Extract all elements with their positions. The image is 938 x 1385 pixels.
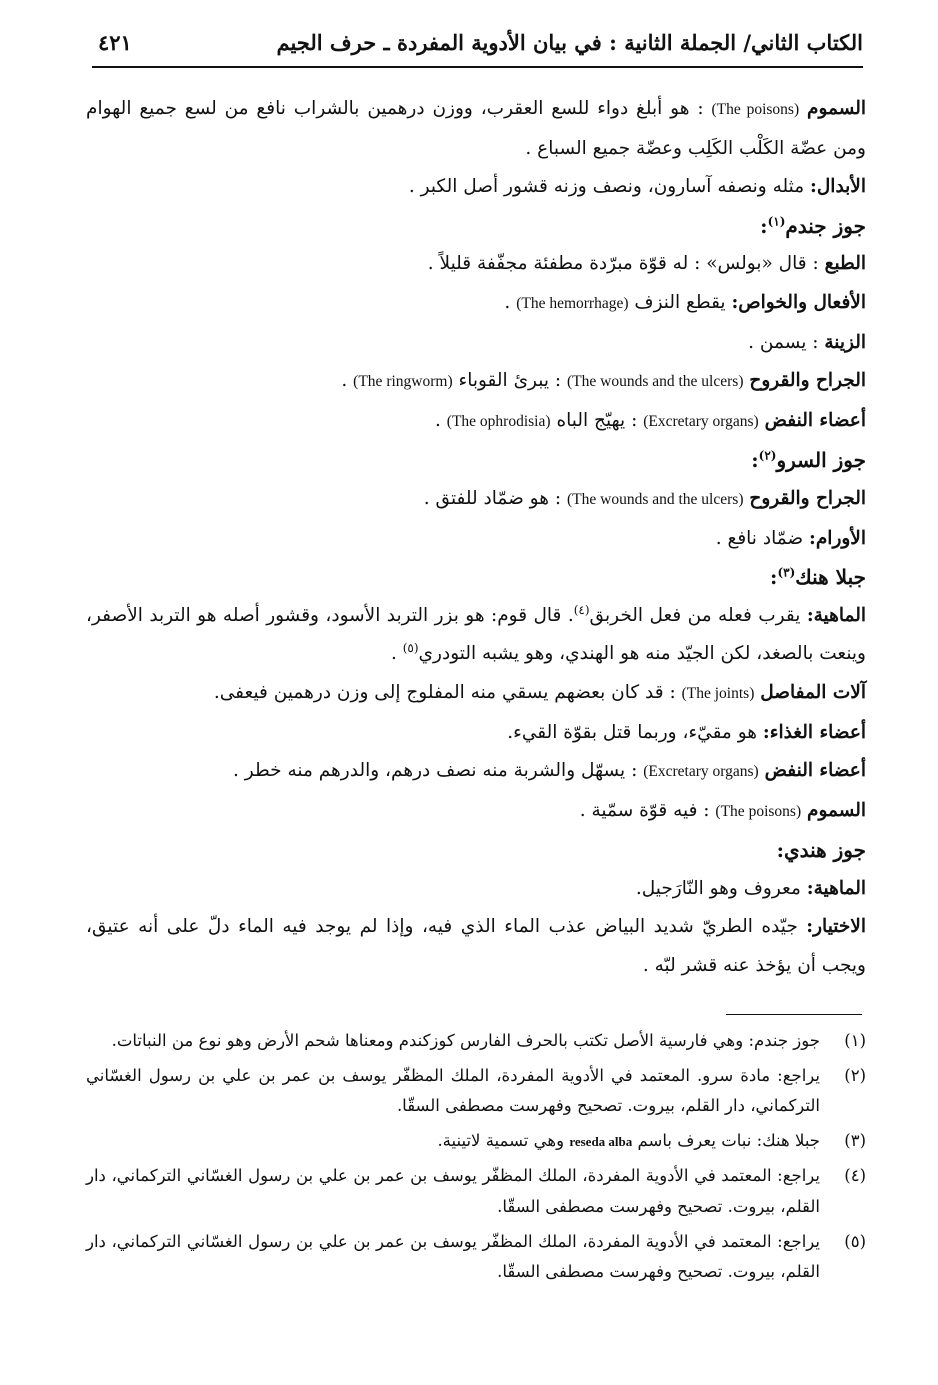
entry-text: : يبرئ القوباء — [458, 370, 562, 392]
entry-term: الجراح والقروح — [749, 487, 866, 509]
entry-term: أعضاء النفض — [764, 760, 866, 782]
entry-text: : يسمن . — [748, 331, 819, 353]
entry-text: : قد كان بعضهم يسقي منه المفلوج إلى وزن درهمين فيعفى. — [213, 681, 676, 703]
entry-text: مثله ونصفه آسارون، ونصف وزنه قشور أصل الكبر . — [408, 176, 805, 198]
footnote-text: يراجع: مادة سرو. المعتمد في الأدوية المفردة، الملك المظفّر يوسف بن عمر بن علي بن رسول الغسّاني التركماني، دار القلم، بيروت. تصحيح وفهرست مصطفى السقّا. — [86, 1065, 820, 1116]
entry-term: أعضاء الغذاء: — [762, 721, 866, 743]
english-gloss: (The wounds and the ulcers) — [567, 373, 744, 391]
page-number: ٤٢١ — [98, 30, 132, 55]
entry-nutrition-organs — [86, 714, 866, 753]
english-gloss: (The ophrodisia) — [446, 412, 551, 430]
entry-text: جيّده الطريّ شديد البياض عذب الماء الذي فيه، وإذا لم يوجد فيه الماء دلّ على أنه عتيق، ويجب أن يؤخذ عنه قشر لبّه . — [86, 916, 866, 977]
entry-actions-properties — [86, 284, 866, 324]
english-gloss: (The joints) — [681, 684, 755, 702]
entry-text: هو مقيّء، وربما قتل بقوّة القيء. — [507, 721, 758, 743]
latin-name: reseda alba — [569, 1133, 633, 1149]
footnotes — [86, 1026, 866, 1292]
english-gloss: (Excretary organs) — [643, 763, 759, 781]
footnote-number: (٥) — [844, 1231, 866, 1251]
entry-swellings — [86, 520, 866, 559]
english-gloss: (The poisons) — [711, 101, 800, 118]
footnote-ref[interactable]: (٤) — [573, 602, 590, 617]
footnote-number: (١) — [844, 1031, 866, 1050]
footnote-4 — [86, 1161, 866, 1222]
footnote-text: جوز جندم: وهي فارسية الأصل تكتب بالحرف الفارس كوزكندم ومعناها شحم الأرض وهو نوع من النباتات. — [111, 1031, 820, 1050]
footnote-text: يراجع: المعتمد في الأدوية المفردة، الملك المظفّر يوسف بن عمر بن علي بن رسول الغسّاني التركماني، دار القلم، بيروت. تصحيح وفهرست مصطفى السقّا. — [86, 1166, 820, 1216]
footnote-ref[interactable]: (٢) — [758, 448, 777, 463]
header-title: الكتاب الثاني/ الجملة الثانية : في بيان الأدوية المفردة ـ حرف الجيم — [276, 30, 863, 55]
running-header — [92, 26, 863, 68]
entry-poisons-2 — [86, 792, 866, 832]
entry-wounds-1 — [86, 362, 866, 402]
entry-text: : فيه قوّة سمّية . — [579, 799, 710, 821]
entry-term: الزينة — [824, 331, 866, 353]
entry-term: أعضاء النفض — [764, 409, 866, 431]
footnote-text: وهي تسمية لاتينية. — [437, 1130, 565, 1150]
english-gloss: (The wounds and the ulcers) — [567, 490, 744, 508]
entry-term: السموم — [807, 799, 866, 821]
entry-text: : قال «بولس» : له قوّة مبرّدة مطفئة مجفّفة قليلاً . — [427, 253, 819, 275]
heading-jawz-hindi — [86, 831, 866, 870]
heading-title: جبلا هنك — [795, 565, 866, 590]
footnote-separator — [726, 1014, 862, 1015]
entry-end: . — [341, 370, 348, 392]
entry-selection — [86, 908, 866, 985]
footnote-number: (٣) — [844, 1130, 866, 1150]
entry-term: الطبع — [824, 253, 866, 275]
entry-term: الماهية: — [806, 604, 867, 626]
entry-term: السموم — [806, 98, 866, 119]
main-text — [86, 90, 866, 986]
entry-adornment — [86, 324, 866, 363]
footnote-text: يراجع: المعتمد في الأدوية المفردة، الملك المظفّر يوسف بن عمر بن علي بن رسول الغسّاني التركماني، دار القلم، بيروت. تصحيح وفهرست مصطفى السقّا. — [86, 1231, 820, 1282]
entry-end: . — [390, 643, 397, 665]
footnote-3 — [86, 1126, 866, 1158]
entry-term: الاختيار: — [806, 916, 866, 938]
heading-colon: : — [751, 448, 759, 473]
entry-excretory-2 — [86, 752, 866, 792]
entry-term: الجراح والقروح — [749, 370, 866, 392]
entry-joints — [86, 674, 866, 714]
english-gloss: (The ringworm) — [353, 373, 453, 391]
entry-term: الماهية: — [806, 877, 866, 899]
entry-text: . قال قوم: هو بزر التربد الأسود، وقشور أصله هو التربد الأصفر، وينعت بالصغد، لكن الجيّد منه هو الهندي، وهو يشبه التودري — [86, 604, 866, 665]
entry-nature — [86, 245, 866, 284]
footnote-ref[interactable]: (١) — [767, 214, 786, 229]
footnote-number: (٢) — [844, 1065, 866, 1085]
entry-term: الأبدال: — [810, 176, 866, 198]
footnote-1 — [86, 1026, 866, 1057]
entry-text: : هو أبلغ دواء للسع العقرب، ووزن درهمين بالشراب نافع من لسع جميع الهوام ومن عضّة الكَلْب الكَلِب وعضّة جميع السباع . — [86, 98, 866, 159]
footnote-ref[interactable]: (٣) — [777, 565, 796, 580]
entry-substitutes — [86, 168, 866, 207]
footnote-ref[interactable]: (٥) — [402, 641, 419, 656]
entry-term: آلات المفاصل — [760, 681, 866, 703]
entry-text: يقرب فعله من فعل الخربق — [589, 604, 801, 626]
entry-text: : يسهّل والشربة منه نصف درهم، والدرهم منه خطر . — [232, 760, 638, 782]
entry-term: الأورام: — [809, 527, 866, 549]
entry-term: الأفعال والخواص: — [731, 291, 866, 313]
heading-jawz-jundum — [86, 207, 866, 246]
footnote-number: (٤) — [844, 1166, 866, 1186]
entry-text: : هو ضمّاد للفتق . — [423, 487, 562, 509]
heading-colon: : — [760, 213, 768, 238]
entry-essence-2 — [86, 870, 866, 909]
heading-title: جوز السرو — [776, 448, 866, 473]
footnote-text: جبلا هنك: نبات يعرف باسم — [637, 1130, 820, 1150]
english-gloss: (Excretary organs) — [643, 412, 759, 430]
heading-title: جوز جندم — [785, 213, 866, 238]
english-gloss: (The poisons) — [715, 802, 802, 820]
entry-text: : يهيّج الباه — [556, 409, 638, 431]
footnote-5 — [86, 1227, 866, 1288]
entry-wounds-2 — [86, 480, 866, 520]
entry-poisons-1 — [86, 90, 866, 168]
entry-essence-1 — [86, 597, 866, 674]
heading-title: جوز هندي: — [776, 838, 866, 863]
entry-end: . — [504, 291, 511, 313]
entry-excretory-1 — [86, 402, 866, 442]
heading-jawz-al-sarw — [86, 441, 866, 480]
english-gloss: (The hemorrhage) — [516, 294, 629, 312]
entry-end: . — [435, 409, 441, 431]
entry-text: ضمّاد نافع . — [715, 527, 804, 549]
entry-text: معروف وهو النّارَجيل. — [635, 877, 801, 899]
footnote-2 — [86, 1061, 866, 1122]
entry-text: يقطع النزف — [634, 291, 726, 313]
heading-colon: : — [770, 565, 778, 590]
heading-jabla-hank — [86, 558, 866, 597]
